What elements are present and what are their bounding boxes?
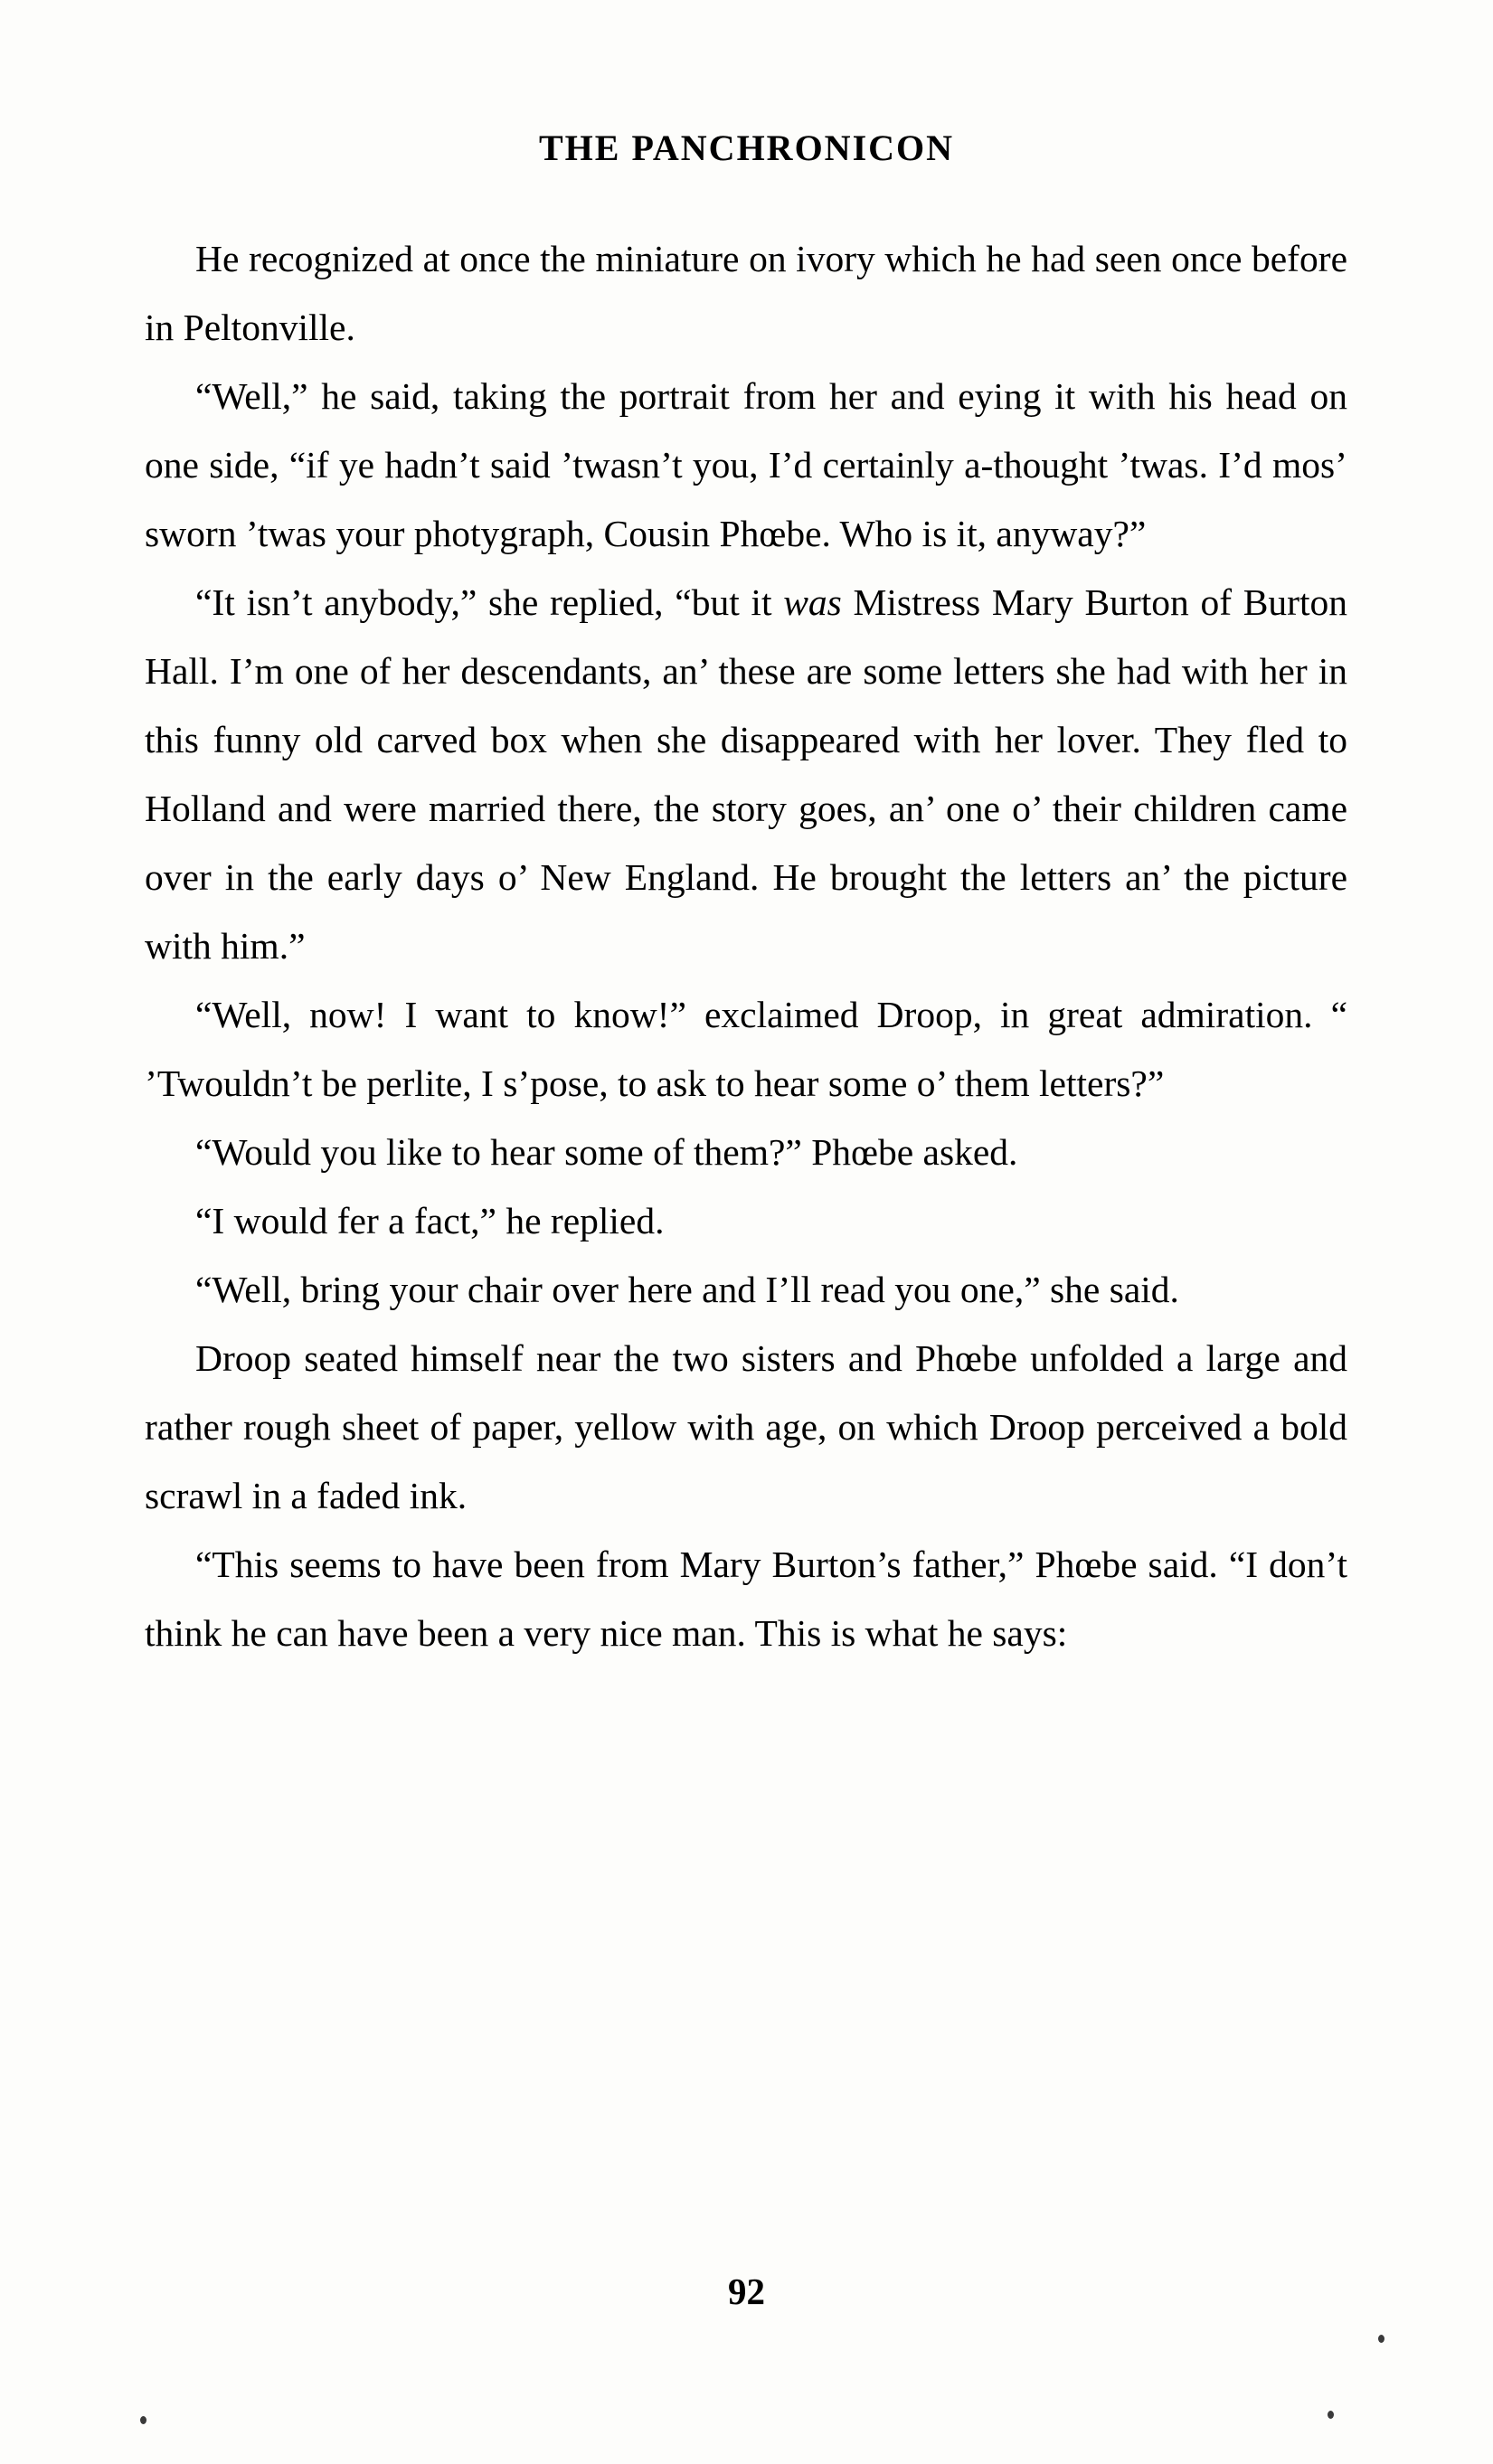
emphasized-word: was [783,581,842,623]
ink-speck-icon [1378,2335,1384,2343]
page-running-head: THE PANCHRONICON [538,127,955,168]
paragraph: “Would you like to hear some of them?” Phœbe asked. [195,1131,1018,1173]
paragraph: “Well, bring your chair over here and I’ll read you one,” she said. [195,1269,1179,1310]
paragraph: “It isn’t anybody,” she replied, “but it was Mistress Mary Burton of Burton Hall. I’m one of her descendants, an’ these are some letters she had with her in this funny old carved box when she disappeared with her lover. They fled to Holland and were married there, the story goes, an’ one o’ their children came over in the early days o’ New England. He brought the letters an’ the picture with him.” [145,581,1348,967]
paragraph: Droop seated himself near the two sisters and Phœbe unfolded a large and rather rough sheet of paper, yellow with age, on which Droop perceived a bold scrawl in a faded ink. [145,1337,1347,1516]
page-body-text [145,224,1347,1667]
paragraph: “I would fer a fact,” he replied. [195,1200,665,1241]
paragraph: “Well,” he said, taking the portrait from her and eying it with his head on one side, “if ye hadn’t said ’twasn’t you, I’d certainly a-thought ’twas. I’d mos’ sworn ’twas your photygraph, Cousin Phœbe. Who is it, anyway?” [145,375,1347,554]
paragraph: “This seems to have been from Mary Burton’s father,” Phœbe said. “I don’t think he can have been a very nice man. This is what he says: [145,1544,1347,1654]
paragraph: “Well, now! I want to know!” exclaimed Droop, in great admiration. “ ’Twouldn’t be perlite, I s’pose, to ask to hear some o’ them letters?” [145,994,1347,1104]
ink-speck-icon [140,2416,146,2424]
page-number: 92 [728,2270,765,2312]
ink-speck-icon [1328,2411,1334,2419]
paragraph: He recognized at once the miniature on ivory which he had seen once before in Peltonville. [145,238,1347,348]
